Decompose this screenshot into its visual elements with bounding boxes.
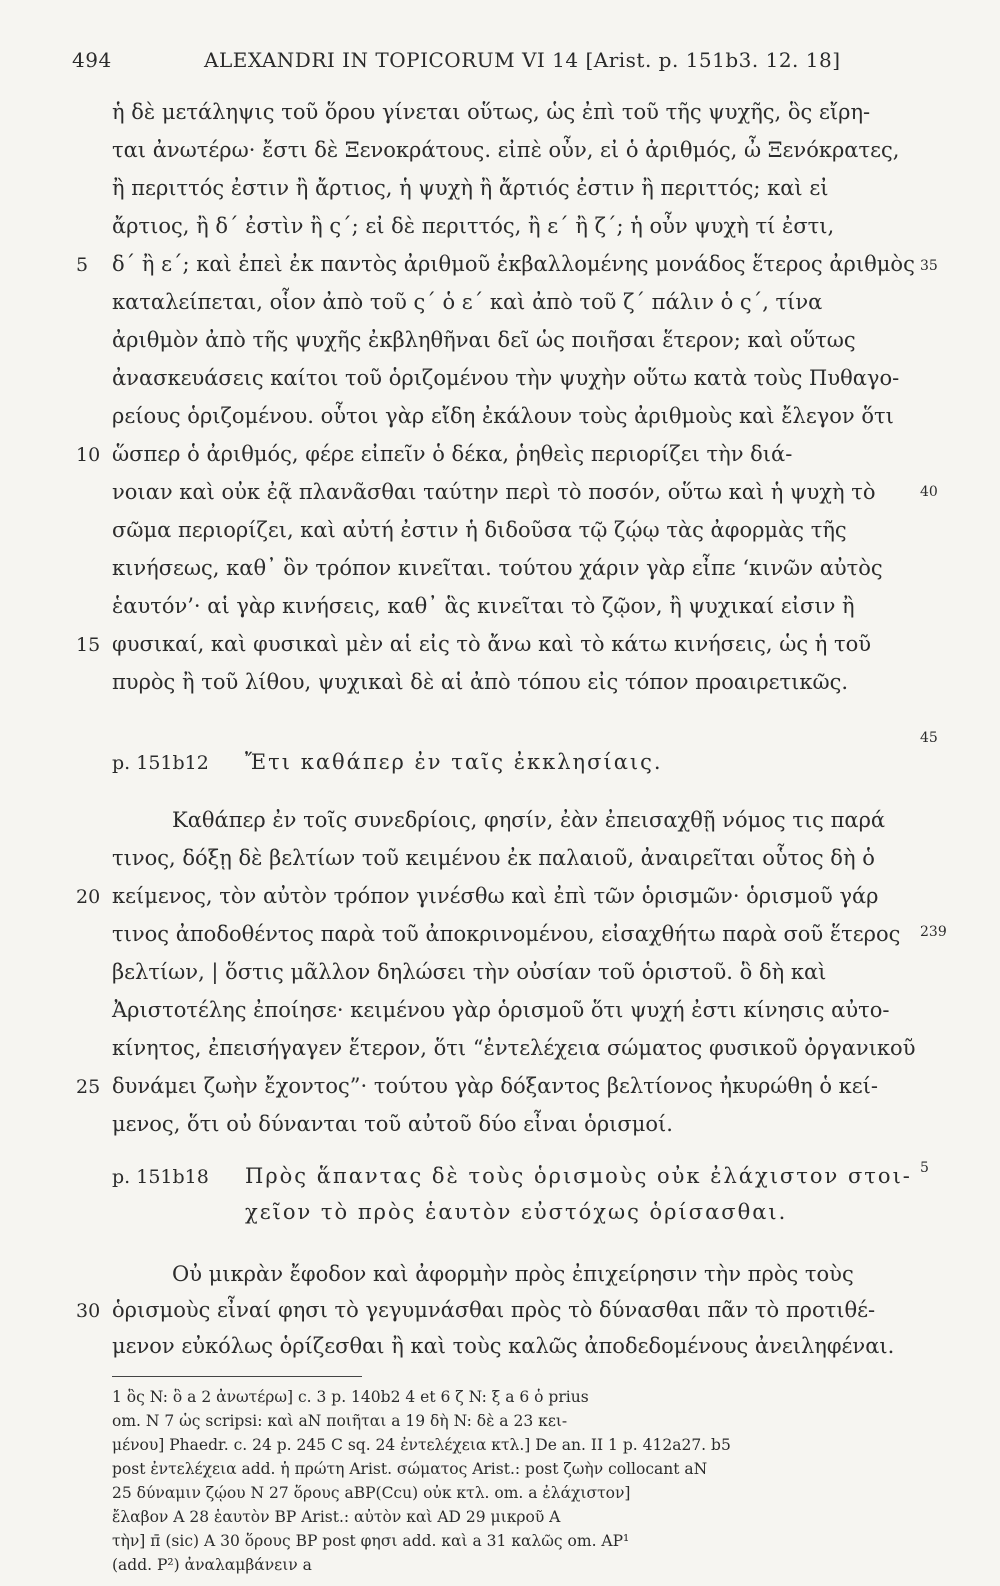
text-line: ὥσπερ ὁ ἀριθμός, φέρε εἰπεῖν ὁ δέκα, ῥηθεὶς περιορίζει τὴν διά- <box>112 442 793 466</box>
text-line: ἀριθμὸν ἀπὸ τῆς ψυχῆς ἐκβληθῆναι δεῖ ὡς ποιῆσαι ἕτερον; καὶ οὕτως <box>112 328 856 352</box>
page-number: 494 <box>72 48 112 72</box>
apparatus-line: (add. P²) ἀναλαμβάνειν a <box>112 1556 312 1574</box>
text-line: μενος, ὅτι οὐ δύνανται τοῦ αὐτοῦ δύο εἶναι ὁρισμοί. <box>112 1112 673 1136</box>
lemma-reference: p. 151b12 <box>112 752 209 774</box>
margin-number: 40 <box>920 484 938 500</box>
text-line: Ἀριστοτέλης ἐποίησε· κειμένου γὰρ ὁρισμοῦ ὅτι ψυχή ἐστι κίνησις αὐτο- <box>112 998 890 1022</box>
apparatus-line: τὴν] π̄ (sic) A 30 ὅρους BP post φησι add. καὶ a 31 καλῶς om. AP¹ <box>112 1532 630 1550</box>
line-number: 10 <box>76 444 101 466</box>
text-line: δ´ ἢ ε´; καὶ ἐπεὶ ἐκ παντὸς ἀριθμοῦ ἐκβαλλομένης μονάδος ἕτερος ἀριθμὸς <box>112 252 915 276</box>
running-title: ALEXANDRI IN TOPICORUM VI 14 [Arist. p. 151b3. 12. 18] <box>204 48 841 72</box>
line-number: 30 <box>76 1300 101 1322</box>
text-line: σῶμα περιορίζει, καὶ αὐτή ἐστιν ἡ διδοῦσα τῷ ζῴῳ τὰς ἀφορμὰς τῆς <box>112 518 847 542</box>
text-line: ὁρισμοὺς εἶναί φησι τὸ γεγυμνάσθαι πρὸς τὸ δύνασθαι πᾶν τὸ προτιθέ- <box>112 1298 876 1322</box>
text-line: κείμενος, τὸν αὐτὸν τρόπον γινέσθω καὶ ἐπὶ τῶν ὁρισμῶν· ὁρισμοῦ γάρ <box>112 884 879 908</box>
lemma-text: χεῖον τὸ πρὸς ἑαυτὸν εὐστόχως ὁρίσασθαι. <box>245 1200 788 1224</box>
text-line: βελτίων, | ὅστις μᾶλλον δηλώσει τὴν οὐσίαν τοῦ ὁριστοῦ. ὃ δὴ καὶ <box>112 960 827 984</box>
text-line: ται ἀνωτέρω· ἔστι δὲ Ξενοκράτους. εἰπὲ οὖν, εἰ ὁ ἀριθμός, ὦ Ξενόκρατες, <box>112 138 900 162</box>
margin-number: 239 <box>920 924 947 940</box>
text-line: τινος, δόξῃ δὲ βελτίων τοῦ κειμένου ἐκ παλαιοῦ, ἀναιρεῖται οὗτος δὴ ὁ <box>112 846 875 870</box>
footnote-rule <box>112 1376 362 1377</box>
text-line: ρείους ὁριζομένου. οὗτοι γὰρ εἴδη ἐκάλουν τοὺς ἀριθμοὺς καὶ ἔλεγον ὅτι <box>112 404 894 428</box>
text-line: Οὐ μικρὰν ἔφοδον καὶ ἀφορμὴν πρὸς ἐπιχείρησιν τὴν πρὸς τοὺς <box>172 1262 854 1286</box>
text-line: ἡ δὲ μετάληψις τοῦ ὅρου γίνεται οὕτως, ὡς ἐπὶ τοῦ τῆς ψυχῆς, ὃς εἴρη- <box>112 100 871 124</box>
lemma-text: Ἔτι καθάπερ ἐν ταῖς ἐκκλησίαις. <box>245 750 663 774</box>
text-line: Καθάπερ ἐν τοῖς συνεδρίοις, φησίν, ἐὰν ἐπεισαχθῇ νόμος τις παρά <box>172 808 886 832</box>
text-line: κινήσεως, καθ᾽ ὃν τρόπον κινεῖται. τούτου χάριν γὰρ εἶπε ‘κινῶν αὐτὸς <box>112 556 883 580</box>
text-line: δυνάμει ζωὴν ἔχοντος”· τούτου γὰρ δόξαντος βελτίονος ἠκυρώθη ὁ κεί- <box>112 1074 878 1098</box>
text-line: φυσικαί, καὶ φυσικαὶ μὲν αἱ εἰς τὸ ἄνω καὶ τὸ κάτω κινήσεις, ὡς ἡ τοῦ <box>112 632 872 656</box>
margin-number: 45 <box>920 730 938 746</box>
apparatus-line: ἔλαβον A 28 ἑαυτὸν BP Arist.: αὐτὸν καὶ AD 29 μικροῦ A <box>112 1508 561 1526</box>
line-number: 25 <box>76 1076 101 1098</box>
line-number: 20 <box>76 886 101 908</box>
margin-number: 5 <box>920 1160 929 1176</box>
text-line: καταλείπεται, οἷον ἀπὸ τοῦ ς´ ὁ ε´ καὶ ἀπὸ τοῦ ζ´ πάλιν ὁ ς´, τίνα <box>112 290 823 314</box>
apparatus-line: 25 δύναμιν ζῴου N 27 ὅρους aBP(Ccu) οὐκ κτλ. om. a ἐλάχιστον] <box>112 1484 631 1502</box>
apparatus-line: μένου] Phaedr. c. 24 p. 245 C sq. 24 ἐντελέχεια κτλ.] De an. II 1 p. 412a27. b5 <box>112 1436 731 1454</box>
apparatus-line: post ἐντελέχεια add. ἡ πρώτη Arist. σώματος Arist.: post ζωὴν collocant aN <box>112 1460 708 1478</box>
apparatus-line: om. N 7 ὡς scripsi: καὶ aN ποιῆται a 19 δὴ N: δὲ a 23 κει- <box>112 1412 568 1430</box>
text-line: τινος ἀποδοθέντος παρὰ τοῦ ἀποκρινομένου, εἰσαχθήτω παρὰ σοῦ ἕτερος <box>112 922 901 946</box>
text-line: ἑαυτόν’· αἱ γὰρ κινήσεις, καθ᾽ ἃς κινεῖται τὸ ζῷον, ἢ ψυχικαί εἰσιν ἢ <box>112 594 855 618</box>
margin-number: 35 <box>920 258 938 274</box>
line-number: 15 <box>76 634 101 656</box>
lemma-reference: p. 151b18 <box>112 1166 209 1188</box>
text-line: πυρὸς ἢ τοῦ λίθου, ψυχικαὶ δὲ αἱ ἀπὸ τόπου εἰς τόπον προαιρετικῶς. <box>112 670 849 694</box>
text-line: ἢ περιττός ἐστιν ἢ ἄρτιος, ἡ ψυχὴ ἢ ἄρτιός ἐστιν ἢ περιττός; καὶ εἰ <box>112 176 829 200</box>
line-number: 5 <box>76 254 89 276</box>
text-line: μενον εὐκόλως ὁρίζεσθαι ἢ καὶ τοὺς καλῶς ἀποδεδομένους ἀνειληφέναι. <box>112 1334 895 1358</box>
apparatus-line: 1 ὃς N: ὃ a 2 ἀνωτέρω] c. 3 p. 140b2 4 et 6 ζ N: ξ a 6 ὁ prius <box>112 1388 589 1406</box>
lemma-text: Πρὸς ἅπαντας δὲ τοὺς ὁρισμοὺς οὐκ ἐλάχιστον στοι- <box>245 1164 912 1188</box>
text-line: ἀνασκευάσεις καίτοι τοῦ ὁριζομένου τὴν ψυχὴν οὕτω κατὰ τοὺς Πυθαγο- <box>112 366 900 390</box>
text-line: ἄρτιος, ἢ δ´ ἐστὶν ἢ ς´; εἰ δὲ περιττός, ἢ ε´ ἢ ζ´; ἡ οὖν ψυχὴ τί ἐστι, <box>112 214 835 238</box>
text-line: κίνητος, ἐπεισήγαγεν ἕτερον, ὅτι “ἐντελέχεια σώματος φυσικοῦ ὀργανικοῦ <box>112 1036 916 1060</box>
text-line: νοιαν καὶ οὐκ ἐᾷ πλανᾶσθαι ταύτην περὶ τὸ ποσόν, οὕτω καὶ ἡ ψυχὴ τὸ <box>112 480 876 504</box>
